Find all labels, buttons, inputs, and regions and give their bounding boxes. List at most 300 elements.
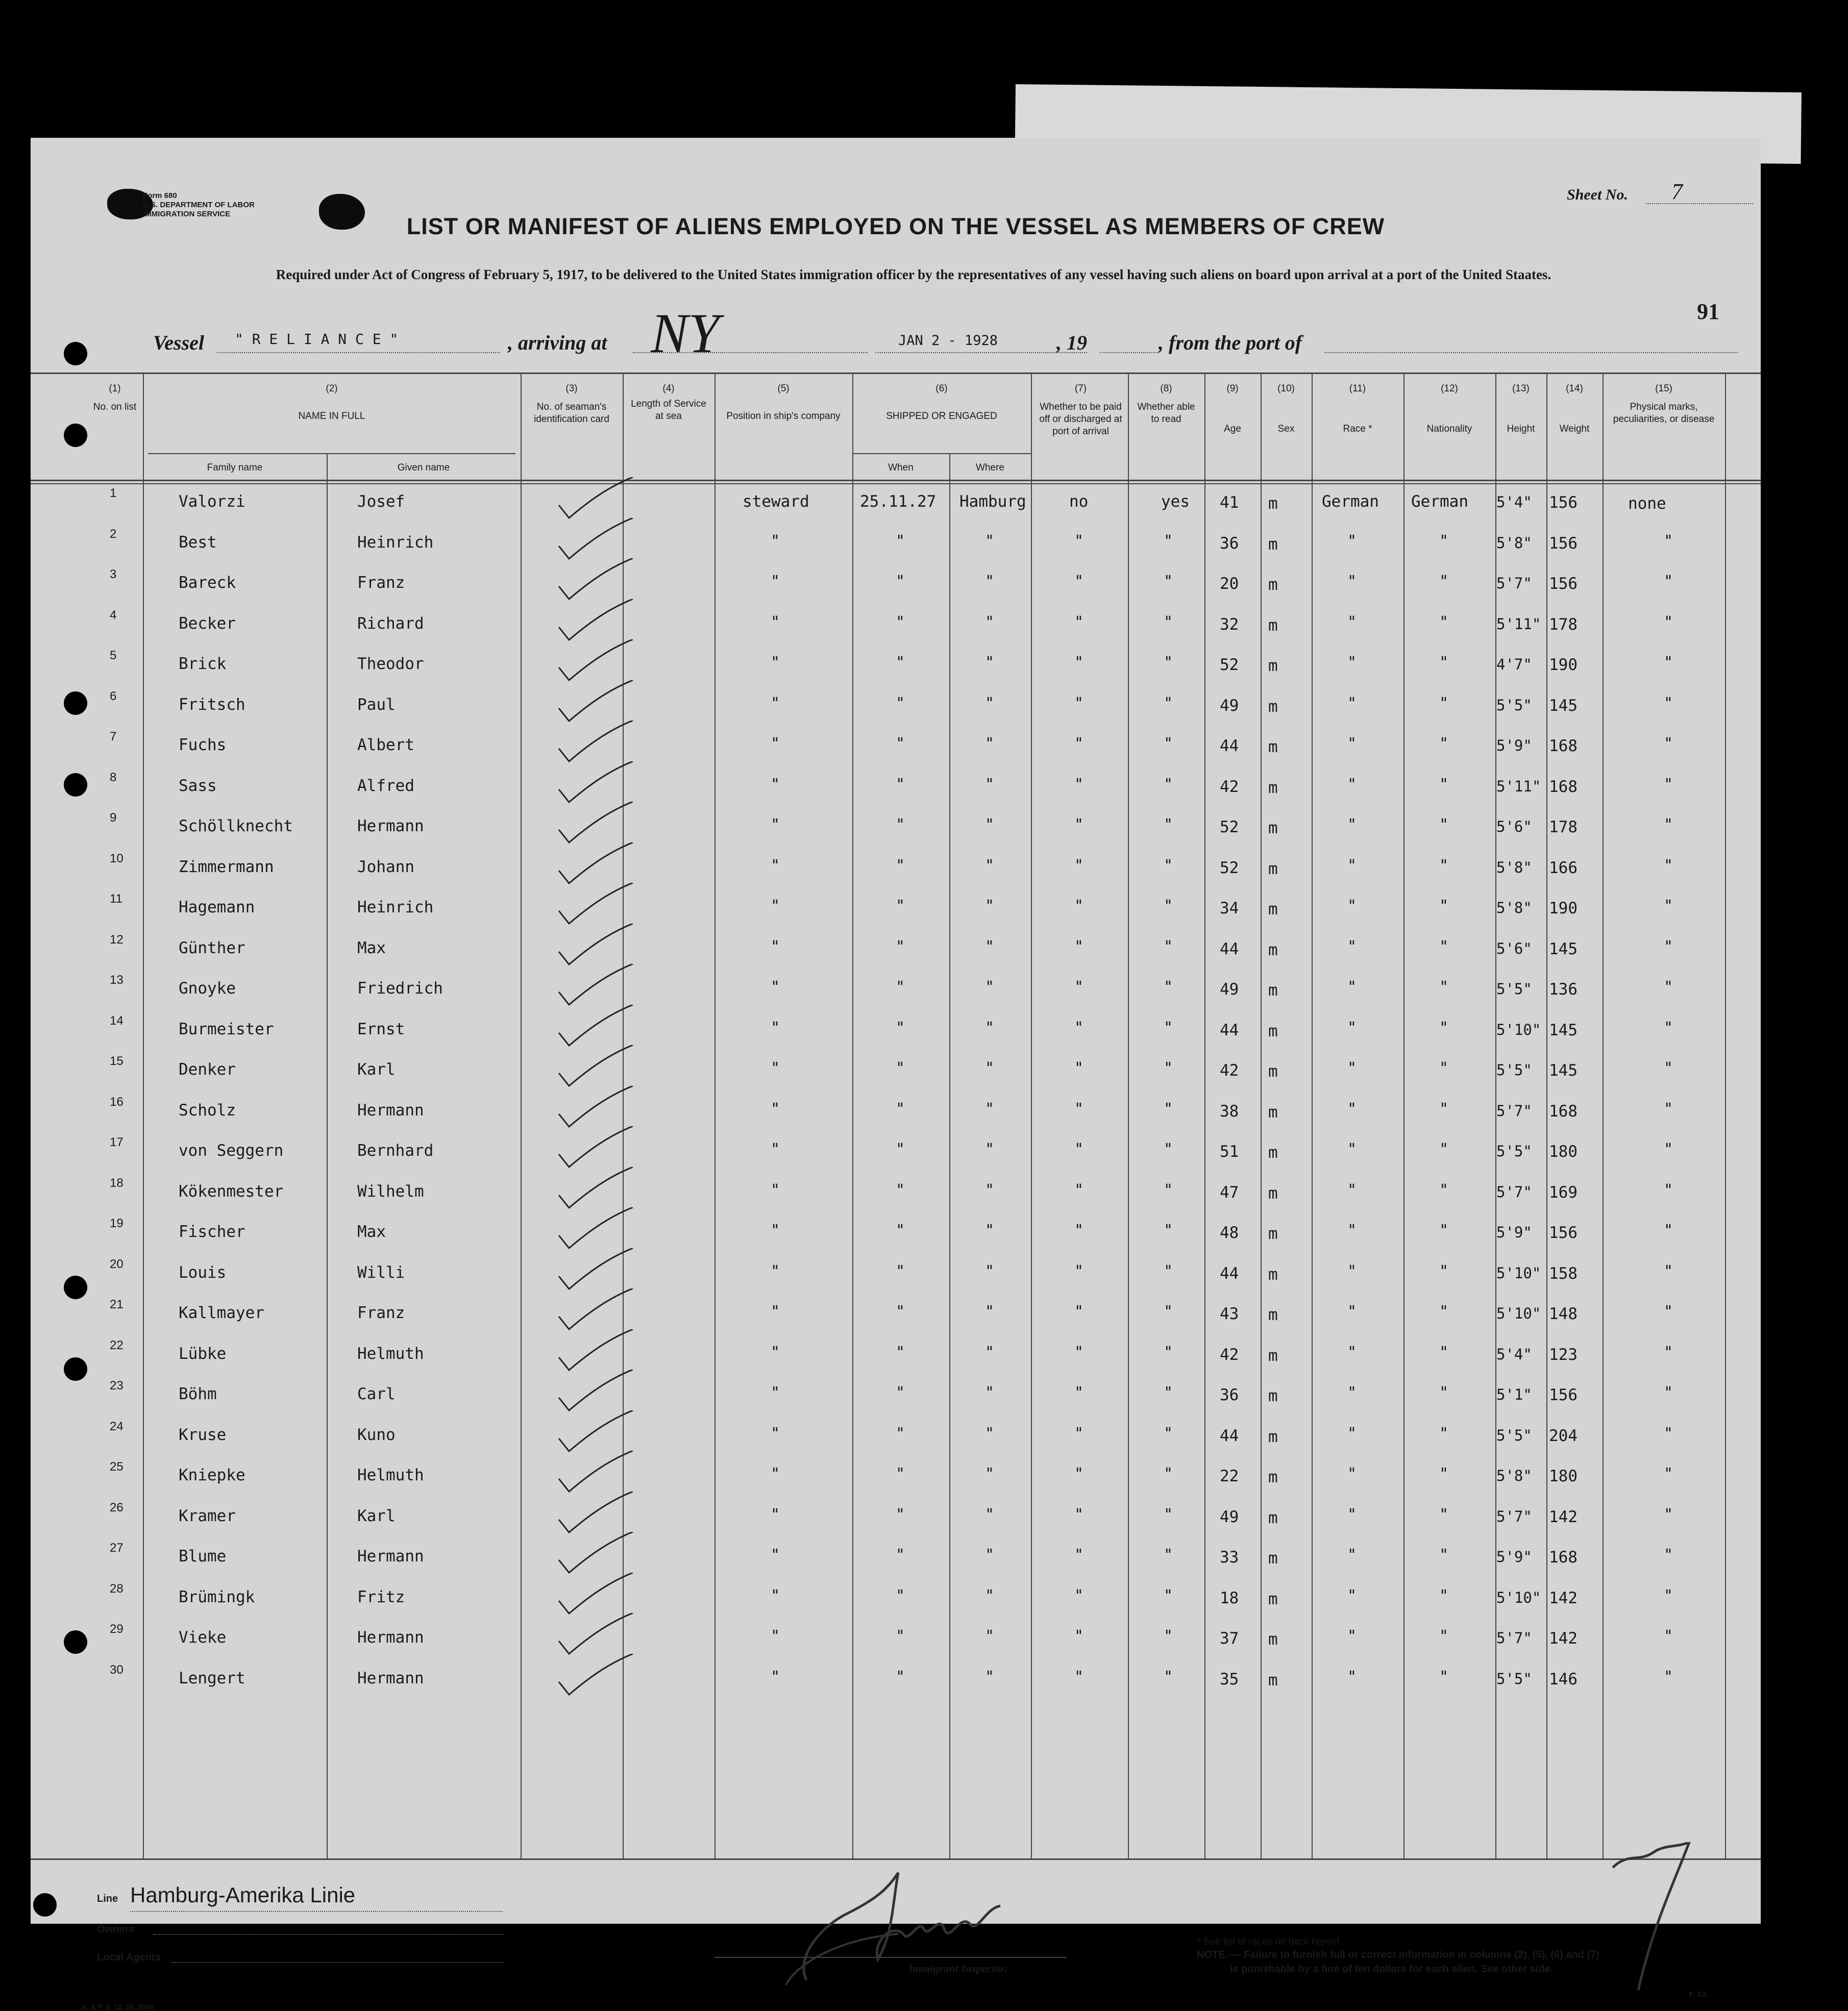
race-ditto: "	[1347, 1424, 1357, 1443]
row-number: 18	[110, 1176, 124, 1190]
race-ditto: "	[1347, 1059, 1357, 1077]
col3-header: (3) No. of seaman's identification card	[534, 383, 609, 425]
sex: m	[1268, 1590, 1278, 1608]
position-ditto: "	[771, 1019, 780, 1037]
height: 5'7"	[1496, 1102, 1532, 1120]
family-name: Brümingk	[179, 1587, 255, 1606]
row-number: 14	[110, 1013, 124, 1028]
sex: m	[1268, 657, 1278, 675]
age: 34	[1220, 899, 1239, 917]
age: 44	[1220, 1021, 1239, 1039]
shipped-where-ditto: "	[985, 654, 995, 672]
paid-off-ditto: "	[1074, 1181, 1084, 1199]
local-agents-label: Local Agents	[97, 1952, 161, 1963]
row-number: 28	[110, 1581, 124, 1596]
sex: m	[1268, 1103, 1278, 1122]
shipped-when-ditto: "	[896, 1668, 905, 1686]
checkmark	[556, 721, 638, 766]
shipped-where-ditto: "	[985, 1465, 995, 1483]
weight: 168	[1549, 777, 1578, 796]
weight: 145	[1549, 1061, 1578, 1080]
nationality-ditto: "	[1439, 694, 1449, 712]
checkmark	[556, 1005, 638, 1051]
position-ditto: "	[771, 1100, 780, 1118]
races-note: * See list of races on back hereof.	[1197, 1936, 1342, 1947]
line-value: Hamburg-Amerika Linie	[130, 1883, 356, 1907]
position-ditto: "	[771, 694, 780, 712]
race-ditto: "	[1347, 573, 1357, 590]
position-ditto: "	[771, 1343, 780, 1361]
position-ditto: "	[771, 532, 780, 550]
row-number: 29	[110, 1622, 124, 1636]
shipped-where-ditto: "	[985, 775, 995, 793]
race-ditto: "	[1347, 1262, 1357, 1280]
paid-off-ditto: "	[1074, 1140, 1084, 1158]
sex: m	[1268, 1306, 1278, 1324]
family-name: Denker	[179, 1060, 236, 1079]
able-to-read-ditto: "	[1164, 1668, 1173, 1686]
paid-off-ditto: "	[1074, 1100, 1084, 1118]
shipped-when: 25.11.27	[860, 492, 937, 511]
physical-marks: none	[1628, 494, 1666, 513]
family-name: Becker	[179, 614, 236, 633]
sex: m	[1268, 859, 1278, 878]
weight: 180	[1549, 1143, 1578, 1161]
able-to-read: yes	[1161, 492, 1190, 511]
col11-header: (11) Race *	[1343, 383, 1372, 434]
shipped-where-ditto: "	[985, 1181, 995, 1199]
position: steward	[743, 492, 809, 511]
height: 5'6"	[1496, 939, 1532, 957]
age: 44	[1220, 1426, 1239, 1445]
arrival-date-stamp: JAN 2 - 1928	[898, 333, 998, 349]
nationality-ditto: "	[1439, 1384, 1449, 1402]
shipped-where-ditto: "	[985, 1262, 995, 1280]
family-name: Kallmayer	[179, 1304, 264, 1322]
family-name: Kramer	[179, 1506, 236, 1525]
weight: 168	[1549, 1548, 1578, 1567]
checkmark	[556, 1207, 638, 1253]
given-name: Max	[357, 938, 386, 957]
given-name: Heinrich	[357, 898, 434, 916]
checkmark	[556, 639, 638, 685]
punch-hole	[64, 342, 87, 365]
shipped-where-ditto: "	[985, 735, 995, 753]
age: 18	[1220, 1588, 1239, 1607]
physical-marks-ditto: "	[1664, 897, 1673, 915]
age: 47	[1220, 1183, 1239, 1202]
able-to-read-ditto: "	[1164, 816, 1173, 834]
sex: m	[1268, 981, 1278, 1000]
weight: 156	[1549, 534, 1578, 553]
row-number: 30	[110, 1662, 124, 1677]
sex: m	[1268, 1387, 1278, 1405]
physical-marks-ditto: "	[1664, 573, 1673, 590]
paid-off-ditto: "	[1074, 1465, 1084, 1483]
checkmark	[556, 802, 638, 848]
race-ditto: "	[1347, 1627, 1357, 1645]
row-number: 19	[110, 1216, 124, 1230]
col1-header: (1) No. on list	[93, 383, 137, 412]
family-name: Scholz	[179, 1101, 236, 1120]
physical-marks-ditto: "	[1664, 1384, 1673, 1402]
shipped-where: Hamburg	[959, 492, 1026, 511]
shipped-when-ditto: "	[896, 897, 905, 915]
nationality-ditto: "	[1439, 1424, 1449, 1443]
shipped-where-ditto: "	[985, 1505, 995, 1524]
paid-off-ditto: "	[1074, 1343, 1084, 1361]
vessel-name: " R E L I A N C E "	[235, 331, 399, 347]
sex: m	[1268, 738, 1278, 756]
paid-off-ditto: "	[1074, 856, 1084, 875]
shipped-when-ditto: "	[896, 937, 905, 956]
race-ditto: "	[1347, 1546, 1357, 1564]
height: 4'7"	[1496, 656, 1532, 673]
checkmark	[556, 1573, 638, 1619]
nationality-ditto: "	[1439, 1546, 1449, 1564]
row-number: 13	[110, 973, 124, 987]
height: 5'10"	[1496, 1264, 1541, 1282]
position-ditto: "	[771, 1059, 780, 1077]
where-header: Where	[976, 462, 1004, 473]
shipped-where-ditto: "	[985, 1424, 995, 1443]
physical-marks-ditto: "	[1664, 1140, 1673, 1158]
family-name: Kruse	[179, 1425, 227, 1444]
row-number: 22	[110, 1338, 124, 1352]
fine-note-line2: is punishable by a fine of ten dollars for each alien. See other side.	[1230, 1964, 1554, 1975]
able-to-read-ditto: "	[1164, 856, 1173, 875]
shipped-when-ditto: "	[896, 1546, 905, 1564]
checkmark	[556, 1410, 638, 1456]
weight: 156	[1549, 1224, 1578, 1242]
height: 5'10"	[1496, 1021, 1541, 1038]
given-name: Albert	[357, 736, 414, 754]
nationality-ditto: "	[1439, 978, 1449, 996]
nationality-ditto: "	[1439, 1303, 1449, 1321]
age: 52	[1220, 818, 1239, 836]
age: 42	[1220, 1061, 1239, 1080]
age: 44	[1220, 1264, 1239, 1283]
shipped-where-ditto: "	[985, 1668, 995, 1686]
shipped-when-ditto: "	[896, 532, 905, 550]
paid-off-ditto: "	[1074, 897, 1084, 915]
position-ditto: "	[771, 613, 780, 631]
weight: 156	[1549, 575, 1578, 593]
position-ditto: "	[771, 775, 780, 793]
shipped-when-ditto: "	[896, 1262, 905, 1280]
height: 5'6"	[1496, 818, 1532, 835]
shipped-when-ditto: "	[896, 978, 905, 996]
page-number: 91	[1697, 299, 1719, 324]
col5-header: (5) Position in ship's company	[726, 383, 841, 421]
weight: 178	[1549, 818, 1578, 836]
weight: 142	[1549, 1588, 1578, 1607]
sex: m	[1268, 535, 1278, 554]
race-ditto: "	[1347, 897, 1357, 915]
given-name: Fritz	[357, 1587, 405, 1606]
given-name: Franz	[357, 1304, 405, 1322]
physical-marks-ditto: "	[1664, 1465, 1673, 1483]
paid-off-ditto: "	[1074, 1019, 1084, 1037]
weight: 142	[1549, 1629, 1578, 1648]
row-number: 1	[110, 486, 117, 500]
nationality-ditto: "	[1439, 1465, 1449, 1483]
family-name: Brick	[179, 655, 227, 673]
paid-off-ditto: "	[1074, 735, 1084, 753]
height: 5'4"	[1496, 1345, 1532, 1363]
position-ditto: "	[771, 1140, 780, 1158]
nationality-ditto: "	[1439, 1586, 1449, 1605]
row-number: 12	[110, 932, 124, 947]
sex: m	[1268, 1346, 1278, 1365]
shipped-when-ditto: "	[896, 1059, 905, 1077]
weight: 156	[1549, 493, 1578, 512]
shipped-where-ditto: "	[985, 1586, 995, 1605]
physical-marks-ditto: "	[1664, 1343, 1673, 1361]
age: 22	[1220, 1467, 1239, 1485]
given-name: Helmuth	[357, 1344, 424, 1363]
checkmark	[556, 1613, 638, 1659]
shipped-when-ditto: "	[896, 1424, 905, 1443]
col7-header: (7) Whether to be paid off or discharged at port of arrival	[1039, 383, 1122, 437]
physical-marks-ditto: "	[1664, 978, 1673, 996]
row-number: 6	[110, 689, 117, 703]
nationality-ditto: "	[1439, 654, 1449, 672]
height: 5'5"	[1496, 1426, 1532, 1444]
arriving-port-handwritten: NY	[651, 302, 720, 364]
checkmark	[556, 1248, 638, 1294]
col2-header: (2) NAME IN FULL	[298, 383, 365, 421]
arriving-label: , arriving at	[508, 331, 607, 354]
height: 5'8"	[1496, 899, 1532, 916]
weight: 190	[1549, 899, 1578, 917]
position-ditto: "	[771, 573, 780, 590]
race-ditto: "	[1347, 856, 1357, 875]
weight: 123	[1549, 1345, 1578, 1364]
position-ditto: "	[771, 897, 780, 915]
sex: m	[1268, 576, 1278, 594]
col4-header: (4) Length of Service at sea	[631, 383, 706, 421]
checkmark	[556, 842, 638, 888]
row-number: 2	[110, 527, 117, 541]
height: 5'5"	[1496, 1143, 1532, 1160]
sex: m	[1268, 1062, 1278, 1081]
weight: 180	[1549, 1467, 1578, 1485]
position-ditto: "	[771, 856, 780, 875]
nationality-ditto: "	[1439, 1019, 1449, 1037]
sex: m	[1268, 1508, 1278, 1527]
shipped-where-ditto: "	[985, 613, 995, 631]
given-name: Alfred	[357, 776, 414, 795]
able-to-read-ditto: "	[1164, 1465, 1173, 1483]
given-name: Paul	[357, 695, 396, 714]
physical-marks-ditto: "	[1664, 694, 1673, 712]
height: 5'9"	[1496, 1224, 1532, 1241]
given-name: Karl	[357, 1060, 396, 1079]
paid-off-ditto: "	[1074, 1222, 1084, 1239]
family-name: Zimmermann	[179, 857, 274, 876]
able-to-read-ditto: "	[1164, 1546, 1173, 1564]
nationality-ditto: "	[1439, 775, 1449, 793]
shipped-when-ditto: "	[896, 1505, 905, 1524]
given-name: Karl	[357, 1506, 396, 1525]
able-to-read-ditto: "	[1164, 735, 1173, 753]
position-ditto: "	[771, 1627, 780, 1645]
race-ditto: "	[1347, 1100, 1357, 1118]
age: 49	[1220, 696, 1239, 715]
position-ditto: "	[771, 1668, 780, 1686]
position-ditto: "	[771, 1181, 780, 1199]
height: 5'5"	[1496, 1670, 1532, 1687]
position-ditto: "	[771, 1424, 780, 1443]
weight: 145	[1549, 1021, 1578, 1039]
sex: m	[1268, 1022, 1278, 1040]
given-name: Willi	[357, 1263, 405, 1282]
paid-off-ditto: "	[1074, 816, 1084, 834]
able-to-read-ditto: "	[1164, 654, 1173, 672]
shipped-where-ditto: "	[985, 1019, 995, 1037]
given-name: Franz	[357, 574, 405, 592]
race-ditto: "	[1347, 654, 1357, 672]
shipped-when-ditto: "	[896, 1303, 905, 1321]
age: 48	[1220, 1224, 1239, 1242]
paid-off-ditto: "	[1074, 1303, 1084, 1321]
checkmark	[556, 1654, 638, 1700]
paid-off-ditto: "	[1074, 694, 1084, 712]
height: 5'11"	[1496, 615, 1541, 633]
position-ditto: "	[771, 1262, 780, 1280]
page-title: LIST OR MANIFEST OF ALIENS EMPLOYED ON THE VESSEL AS MEMBERS OF CREW	[406, 213, 1385, 239]
row-number: 26	[110, 1500, 124, 1515]
given-name: Ernst	[357, 1020, 405, 1038]
physical-marks-ditto: "	[1664, 1100, 1673, 1118]
row-number: 3	[110, 567, 117, 581]
sex: m	[1268, 1427, 1278, 1446]
weight: 190	[1549, 656, 1578, 674]
physical-marks-ditto: "	[1664, 1222, 1673, 1239]
physical-marks-ditto: "	[1664, 1059, 1673, 1077]
height: 5'10"	[1496, 1588, 1541, 1606]
weight: 145	[1549, 939, 1578, 958]
sex: m	[1268, 494, 1278, 513]
position-ditto: "	[771, 816, 780, 834]
race-ditto: "	[1347, 1181, 1357, 1199]
able-to-read-ditto: "	[1164, 897, 1173, 915]
physical-marks-ditto: "	[1664, 1505, 1673, 1524]
family-name: Fritsch	[179, 695, 245, 714]
age: 42	[1220, 777, 1239, 796]
shipped-where-ditto: "	[985, 816, 995, 834]
race-ditto: "	[1347, 937, 1357, 956]
checkmark	[556, 1451, 638, 1497]
checkmark	[556, 1288, 638, 1334]
age: 37	[1220, 1629, 1239, 1648]
able-to-read-ditto: "	[1164, 1627, 1173, 1645]
row-number: 25	[110, 1460, 124, 1474]
physical-marks-ditto: "	[1664, 1262, 1673, 1280]
height: 5'7"	[1496, 1629, 1532, 1647]
physical-marks-ditto: "	[1664, 1181, 1673, 1199]
family-name: Böhm	[179, 1385, 217, 1403]
sex: m	[1268, 1265, 1278, 1284]
checkmark	[556, 924, 638, 970]
nationality-ditto: "	[1439, 573, 1449, 590]
weight: 148	[1549, 1305, 1578, 1323]
given-name: Bernhard	[357, 1141, 434, 1160]
shipped-where-ditto: "	[985, 1140, 995, 1158]
checkmark	[556, 1532, 638, 1578]
family-name: Valorzi	[179, 492, 245, 511]
sex: m	[1268, 1225, 1278, 1243]
race-ditto: "	[1347, 775, 1357, 793]
physical-marks-ditto: "	[1664, 856, 1673, 875]
able-to-read-ditto: "	[1164, 1262, 1173, 1280]
shipped-when-ditto: "	[896, 1343, 905, 1361]
checkmark	[556, 518, 638, 564]
family-name: Günther	[179, 938, 245, 957]
height: 5'11"	[1496, 777, 1541, 795]
race-ditto: "	[1347, 1303, 1357, 1321]
checkmark	[556, 761, 638, 807]
shipped-when-ditto: "	[896, 735, 905, 753]
age: 41	[1220, 493, 1239, 512]
physical-marks-ditto: "	[1664, 613, 1673, 631]
checkmark	[556, 883, 638, 929]
position-ditto: "	[771, 1505, 780, 1524]
shipped-where-ditto: "	[985, 1546, 995, 1564]
race-ditto: "	[1347, 1668, 1357, 1686]
nationality-ditto: "	[1439, 613, 1449, 631]
family-name: Fuchs	[179, 736, 227, 754]
able-to-read-ditto: "	[1164, 532, 1173, 550]
family-name: Vieke	[179, 1628, 227, 1647]
able-to-read-ditto: "	[1164, 978, 1173, 996]
family-name: Fischer	[179, 1223, 245, 1241]
family-name: Schöllknecht	[179, 817, 293, 835]
height: 5'5"	[1496, 980, 1532, 998]
height: 5'4"	[1496, 493, 1532, 511]
race-ditto: "	[1347, 1384, 1357, 1402]
nationality-ditto: "	[1439, 1343, 1449, 1361]
given-name: Johann	[357, 857, 414, 876]
race-ditto: "	[1347, 1343, 1357, 1361]
physical-marks-ditto: "	[1664, 1668, 1673, 1686]
checkmark	[556, 1045, 638, 1091]
physical-marks-ditto: "	[1664, 735, 1673, 753]
shipped-where-ditto: "	[985, 1303, 995, 1321]
shipped-where-ditto: "	[985, 1343, 995, 1361]
sex: m	[1268, 1671, 1278, 1690]
weight: 146	[1549, 1670, 1578, 1689]
position-ditto: "	[771, 1546, 780, 1564]
weight: 145	[1549, 696, 1578, 715]
paid-off-ditto: "	[1074, 613, 1084, 631]
physical-marks-ditto: "	[1664, 1586, 1673, 1605]
weight: 204	[1549, 1426, 1578, 1445]
family-name: Best	[179, 533, 217, 552]
age: 42	[1220, 1345, 1239, 1364]
family-name: Lübke	[179, 1344, 227, 1363]
paid-off-ditto: "	[1074, 937, 1084, 956]
inspector-label: Immigrant Inspector.	[908, 1962, 1007, 1975]
physical-marks-ditto: "	[1664, 1627, 1673, 1645]
given-name: Max	[357, 1223, 386, 1241]
able-to-read-ditto: "	[1164, 694, 1173, 712]
shipped-when-ditto: "	[896, 1465, 905, 1483]
col15-header: (15) Physical marks, peculiarities, or disease	[1613, 383, 1715, 425]
physical-marks-ditto: "	[1664, 654, 1673, 672]
paid-off-ditto: "	[1074, 573, 1084, 590]
